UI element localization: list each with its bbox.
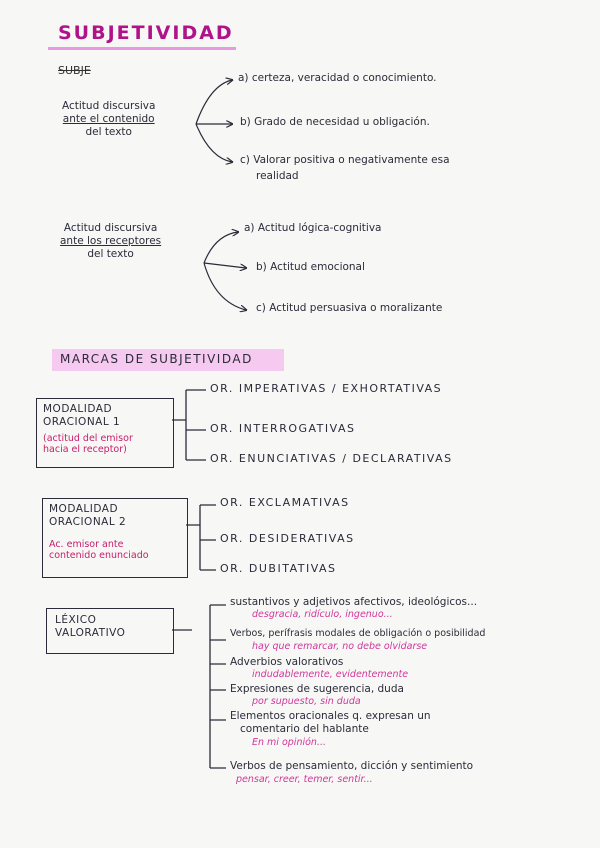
box1-item-3: OR. ENUNCIATIVAS / DECLARATIVAS <box>210 452 453 465</box>
lexico-example-4: por supuesto, sin duda <box>252 696 361 707</box>
lexico-item-5: Elementos oracionales q. expresan un <box>230 710 431 722</box>
box1-note <box>43 433 133 456</box>
crossed-out-word: SUBJE <box>58 64 91 77</box>
section2-item-a: a) Actitud lógica-cognitiva <box>244 222 382 234</box>
subjectivity-marks-heading: MARCAS DE SUBJETIVIDAD <box>60 352 253 366</box>
lexico-example-6: pensar, creer, temer, sentir... <box>236 774 373 785</box>
lexico-item-4: Expresiones de sugerencia, duda <box>230 683 404 695</box>
box2-label <box>49 503 126 529</box>
page-title: SUBJETIVIDAD <box>58 22 234 44</box>
lexico-item-5-cont: comentario del hablante <box>240 723 369 735</box>
box2-item-1: OR. EXCLAMATIVAS <box>220 496 350 509</box>
lexico-item-1: sustantivos y adjetivos afectivos, ideológicos... <box>230 596 478 608</box>
section1-item-c: c) Valorar positiva o negativamente esa <box>240 154 450 166</box>
section2-item-c: c) Actitud persuasiva o moralizante <box>256 302 443 314</box>
box2-note-line: Ac. emisor ante <box>49 539 124 550</box>
section2-label-line: Actitud discursiva <box>63 222 158 234</box>
box1-label-line: ORACIONAL 1 <box>43 416 121 429</box>
section1-label <box>62 100 155 139</box>
lexico-item-2: Verbos, perífrasis modales de obligación o posibilidad <box>230 628 486 639</box>
section2-label <box>60 222 161 261</box>
section1-label-line <box>62 113 155 126</box>
section2-label-line <box>60 235 161 248</box>
box1-label-line: MODALIDAD <box>43 403 113 415</box>
box3-label-line: LÉXICO <box>55 614 97 626</box>
box2-note-line: contenido enunciado <box>49 550 149 562</box>
box2-note <box>49 539 149 562</box>
section1-label-line: del texto <box>85 126 132 139</box>
box2-label-line: MODALIDAD <box>49 503 119 515</box>
box1-label <box>43 403 120 429</box>
box-modalidad-1 <box>36 398 174 468</box>
section1-label-line: Actitud discursiva <box>62 100 156 112</box>
box1-item-2: OR. INTERROGATIVAS <box>210 422 356 435</box>
lexico-example-3: indudablemente, evidentemente <box>252 669 409 680</box>
box2-item-2: OR. DESIDERATIVAS <box>220 532 355 545</box>
box3-label <box>55 614 125 640</box>
section1-item-c-cont: realidad <box>256 170 299 182</box>
box-modalidad-2 <box>42 498 188 578</box>
box-lexico-valorativo <box>46 608 174 654</box>
box2-item-3: OR. DUBITATIVAS <box>220 562 337 575</box>
box1-note-line: (actitud del emisor <box>43 433 133 444</box>
box1-item-1: OR. IMPERATIVAS / EXHORTATIVAS <box>210 382 443 395</box>
lexico-item-3: Adverbios valorativos <box>230 656 344 668</box>
lexico-example-2: hay que remarcar, no debe olvidarse <box>252 641 428 652</box>
box1-note-line: hacia el receptor) <box>43 444 127 456</box>
box3-label-line: VALORATIVO <box>55 627 126 640</box>
section2-label-line: del texto <box>87 248 134 261</box>
section1-item-b: b) Grado de necesidad u obligación. <box>240 116 430 128</box>
lexico-example-1: desgracia, ridículo, ingenuo... <box>252 609 393 620</box>
lexico-example-5: En mi opinión... <box>252 737 326 748</box>
section2-label-underlined: ante los receptores <box>60 235 162 248</box>
lexico-item-6: Verbos de pensamiento, dicción y sentimiento <box>230 760 474 772</box>
section1-item-a: a) certeza, veracidad o conocimiento. <box>238 72 437 84</box>
box2-label-line: ORACIONAL 2 <box>49 516 127 529</box>
section1-label-underlined: ante el contenido <box>62 113 155 126</box>
section2-item-b: b) Actitud emocional <box>256 261 365 273</box>
